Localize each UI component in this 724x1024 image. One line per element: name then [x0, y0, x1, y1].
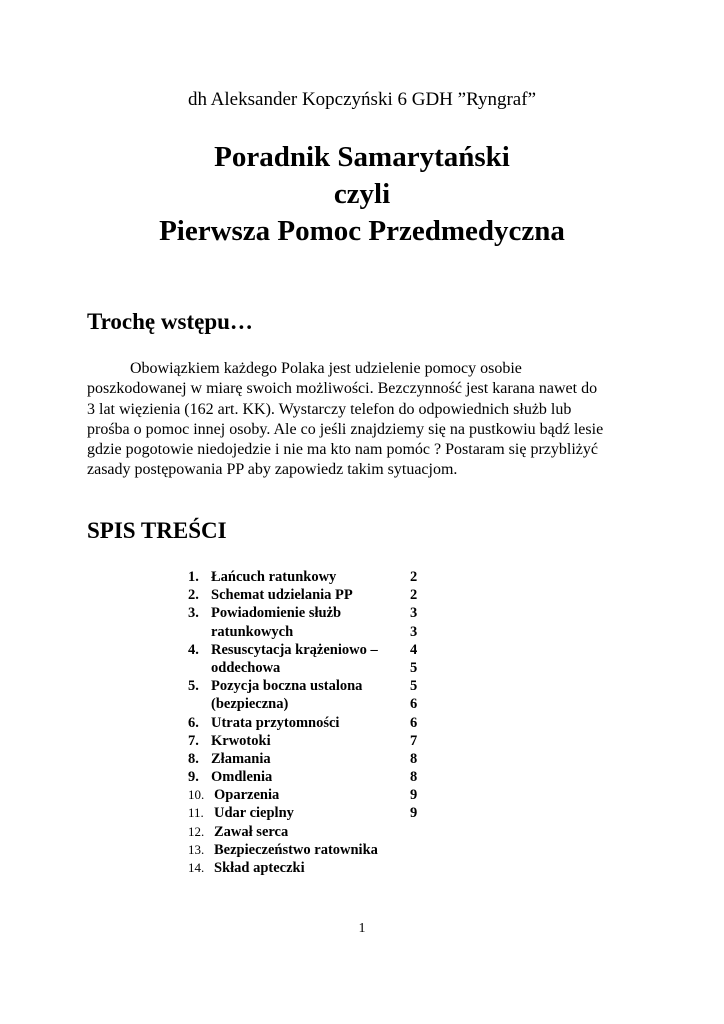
toc-number: 8. — [188, 750, 199, 767]
toc-number: 4. — [188, 641, 199, 658]
toc-label: Udar cieplny — [214, 805, 294, 822]
intro-line-1: Obowiązkiem każdego Polaka jest udzielenie pomocy osobie — [130, 360, 522, 377]
toc-number: 11. — [188, 805, 204, 821]
toc-label: Krwotoki — [211, 732, 271, 749]
document-title — [0, 139, 724, 250]
toc-row — [188, 677, 428, 695]
toc-page: 8 — [410, 769, 418, 786]
toc-page: 7 — [410, 732, 418, 749]
toc-page: 6 — [410, 696, 418, 713]
intro-line-5: gdzie pogotowie niedojedzie i nie ma kto nam pomóc ? Postaram się przybliżyć — [87, 441, 598, 459]
toc-page: 9 — [410, 805, 418, 822]
toc-row — [188, 623, 428, 641]
toc-row — [188, 586, 428, 604]
toc-number: 14. — [188, 860, 205, 875]
toc-row — [188, 768, 428, 786]
toc-row — [188, 841, 428, 859]
intro-line-4: prośba o pomoc innej osoby. Ale co jeśli znajdziemy się na pustkowiu bądź lesie — [87, 420, 604, 438]
toc-label: Zawał serca — [214, 823, 289, 840]
toc-row — [188, 804, 428, 822]
toc-page: 2 — [410, 569, 418, 585]
toc-label: ratunkowych — [211, 623, 294, 640]
toc-label: Pozycja boczna ustalona — [211, 678, 363, 695]
intro-heading: Trochę wstępu… — [87, 309, 253, 334]
toc-row — [188, 750, 428, 768]
toc-row — [188, 604, 428, 622]
toc-page: 4 — [410, 641, 418, 658]
toc-number: 2. — [188, 587, 199, 604]
toc-page: 8 — [410, 750, 418, 767]
intro-line-6: zasady postępowania PP aby zapowiedz takim sytuacjom. — [87, 461, 458, 479]
toc-label: oddechowa — [211, 659, 281, 676]
toc-number: 3. — [188, 605, 199, 622]
toc-label: Bezpieczeństwo ratownika — [214, 841, 378, 858]
toc-row — [188, 568, 428, 586]
toc-page: 6 — [410, 714, 418, 731]
title-line-1: Poradnik Samarytański — [214, 141, 510, 173]
toc-label: Utrata przytomności — [211, 714, 340, 731]
toc-number: 5. — [188, 678, 199, 695]
toc-page: 9 — [410, 787, 418, 804]
page-number: 1 — [358, 921, 366, 936]
toc-label: Skład apteczki — [214, 860, 305, 876]
toc-page: 3 — [410, 605, 418, 622]
author-line: dh Aleksander Kopczyński 6 GDH ”Ryngraf” — [187, 89, 536, 110]
toc-label: Omdlenia — [211, 769, 273, 786]
toc-label: Schemat udzielania PP — [211, 587, 353, 604]
title-line-3: Pierwsza Pomoc Przedmedyczna — [159, 215, 565, 247]
intro-paragraph — [87, 359, 637, 481]
intro-line-3: 3 lat więzienia (162 art. KK). Wystarczy telefon do odpowiednich służb lub — [87, 400, 572, 418]
toc-page: 5 — [410, 659, 418, 676]
toc-page: 5 — [410, 678, 418, 695]
toc-number: 1. — [188, 569, 199, 585]
toc-page: 3 — [410, 623, 418, 640]
toc-label: Oparzenia — [214, 787, 280, 804]
toc-label: Łańcuch ratunkowy — [211, 569, 337, 585]
table-of-contents — [188, 568, 428, 877]
toc-number: 9. — [188, 769, 199, 786]
toc-label: (bezpieczna) — [211, 696, 289, 713]
toc-row — [188, 659, 428, 677]
toc-row — [188, 732, 428, 750]
toc-page: 2 — [410, 587, 418, 604]
toc-row — [188, 823, 428, 841]
toc-label: Złamania — [211, 750, 271, 767]
toc-row — [188, 714, 428, 732]
toc-label: Resuscytacja krążeniowo – — [211, 641, 378, 658]
toc-row — [188, 695, 428, 713]
toc-row — [188, 786, 428, 804]
toc-number: 12. — [188, 823, 205, 839]
toc-number: 7. — [188, 732, 199, 749]
toc-row — [188, 641, 428, 659]
toc-number: 6. — [188, 714, 199, 731]
title-line-2: czyli — [333, 178, 391, 210]
toc-label: Powiadomienie służb — [211, 605, 342, 622]
toc-number: 10. — [188, 787, 205, 803]
intro-line-2: poszkodowanej w miarę swoich możliwości. Bezczynność jest karana nawet do — [87, 380, 598, 398]
toc-heading: SPIS TREŚCI — [87, 518, 227, 543]
toc-row — [188, 859, 428, 877]
toc-number: 13. — [188, 841, 205, 857]
